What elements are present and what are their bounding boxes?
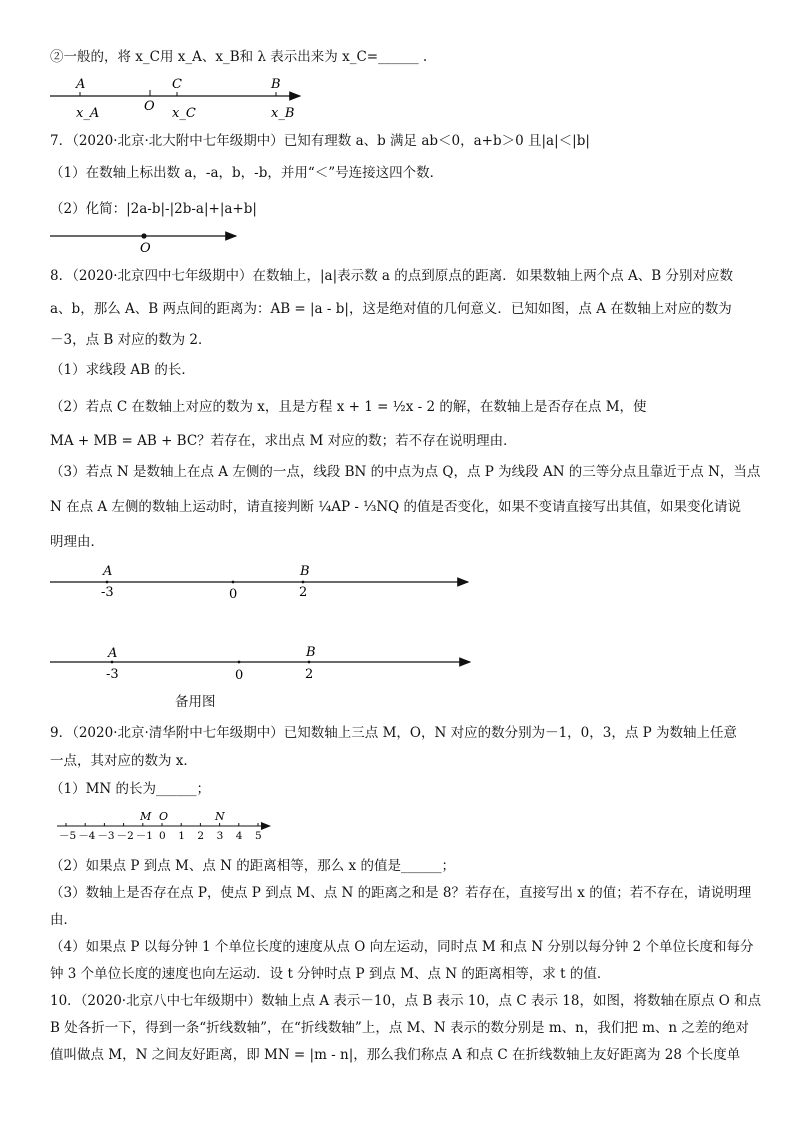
question-7-part-1: （1）在数轴上标出数 a，-a，b，-b，并用“＜”号连接这四个数． (50, 165, 444, 181)
question-8-part-3-line-2: N 在点 A 左侧的数轴上运动时，请直接判断 ¼AP - ⅓NQ 的值是否变化，如果不变请直接写出其值，如果变化请说 (50, 499, 742, 515)
label-O: O (159, 810, 169, 823)
question-10: 10．（2020·北京八中七年级期中）数轴上点 A 表示－10，点 B 表示 10，点 C 表示 18，如图，将数轴在原点 O 和点 (50, 993, 762, 1009)
label-B: B (300, 564, 310, 579)
point-A (106, 581, 109, 584)
label-xB: x_B (271, 106, 295, 121)
question-9-line-2: 一点，其对应的数为 x． (50, 753, 197, 769)
value-2: 2 (299, 585, 308, 600)
tick-label: －5 (59, 830, 77, 842)
question-8-line-2: a、b，那么 A、B 两点间的距离为：AB = |a - b|，这是绝对值的几何意义．已知如图，点 A 在数轴上对应的数为 (50, 301, 732, 317)
question-9-part-2: （2）如果点 P 到点 M、点 N 的距离相等，那么 x 的值是______； (50, 858, 455, 874)
label-C: C (172, 77, 182, 92)
point-0 (238, 661, 241, 664)
label-A: A (103, 564, 113, 579)
number-line-figure-3 (50, 564, 468, 602)
label-O: O (144, 99, 155, 114)
question-9-part-4-line-2: 钟 3 个单位长度的速度也向左运动．设 t 分钟时点 P 到点 M、点 N 的距离相等，求 t 的值． (50, 966, 611, 982)
tick-label: 0 (159, 830, 166, 842)
label-xA: x_A (76, 106, 100, 121)
label-B: B (271, 77, 281, 92)
value-0: 0 (229, 587, 238, 602)
value-0: 0 (235, 668, 244, 683)
tick-label: －2 (116, 830, 134, 842)
question-8-part-2-line-2: MA + MB = AB + BC？若存在，求出点 M 对应的数；若不存在说明理由． (50, 433, 517, 449)
origin-dot (141, 233, 146, 238)
question-8-part-2: （2）若点 C 在数轴上对应的数为 x，且是方程 x + 1 = ½x - 2 的解，在数轴上是否存在点 M，使 (50, 399, 647, 415)
question-10-line-3: 值叫做点 M，N 之间友好距离，即 MN = |m - n|，那么我们称点 A 和点 C 在折线数轴上友好距离为 28 个长度单 (50, 1047, 741, 1063)
figure-caption: 备用图 (175, 694, 216, 710)
tick-label: －4 (78, 830, 96, 842)
question-10-line-2: B 处各折一下，得到一条“折线数轴”，在“折线数轴”上，点 M、N 表示的数分别是 m、n，我们把 m、n 之差的绝对 (50, 1020, 749, 1036)
tick-label: 3 (216, 830, 224, 842)
question-8-line-3: －3，点 B 对应的数为 2． (50, 332, 212, 348)
point-A (111, 661, 114, 664)
label-O: O (140, 241, 151, 256)
label-M: M (140, 810, 152, 823)
value-minus-3: -3 (101, 585, 114, 600)
question-9-part-3-line-2: 由． (50, 912, 77, 928)
number-line-figure-4 (50, 645, 470, 683)
number-line-figure-5 (57, 810, 270, 842)
tick-label: 4 (235, 830, 243, 842)
question-9-part-3: （3）数轴上是否存在点 P，使点 P 到点 M、点 N 的距离之和是 8？若存在，直接写出 x 的值；若不存在，请说明理 (50, 885, 752, 901)
value-minus-3: -3 (106, 667, 119, 682)
label-B: B (306, 645, 316, 660)
question-9-part-1: （1）MN 的长为______； (50, 781, 211, 797)
number-line-figure-2 (50, 233, 236, 256)
question-8-part-1: （1）求线段 AB 的长． (50, 362, 195, 378)
question-8-part-3: （3）若点 N 是数轴上在点 A 左侧的一点，线段 BN 的中点为点 Q，点 P 为线段 AN 的三等分点且靠近于点 N，当点 (50, 464, 761, 480)
value-2: 2 (305, 667, 314, 682)
point-0 (232, 581, 235, 584)
number-line-figure-1 (50, 77, 300, 121)
label-A: A (76, 77, 86, 92)
tick-label: 2 (197, 830, 205, 842)
point-B (308, 661, 311, 664)
label-A: A (108, 646, 118, 661)
line-xc-expression: ②一般的，将 x_C用 x_A、x_B和 λ 表示出来为 x_C=______ . (50, 49, 428, 65)
tick-label: －3 (97, 830, 115, 842)
label-xC: x_C (172, 106, 196, 121)
question-8: 8．（2020·北京四中七年级期中）在数轴上，|a|表示数 a 的点到原点的距离．如果数轴上两个点 A、B 分别对应数 (50, 268, 734, 284)
question-9-part-4: （4）如果点 P 以每分钟 1 个单位长度的速度从点 O 向左运动，同时点 M 和点 N 分别以每分钟 2 个单位长度和每分 (50, 939, 754, 955)
label-N: N (215, 810, 225, 823)
question-7: 7．（2020·北京·北大附中七年级期中）已知有理数 a、b 满足 ab＜0，a+b＞0 且|a|＜|b| (50, 133, 590, 149)
question-8-part-3-line-3: 明理由． (50, 534, 104, 550)
question-9: 9．（2020·北京·清华附中七年级期中）已知数轴上三点 M，O，N 对应的数分别为－1，0，3，点 P 为数轴上任意 (50, 725, 737, 741)
question-7-part-2: （2）化简：|2a-b|-|2b-a|+|a+b| (50, 201, 257, 217)
point-B (302, 581, 305, 584)
tick-label: 1 (178, 830, 185, 842)
tick-label: 5 (255, 830, 262, 842)
tick-label: －1 (135, 830, 153, 842)
